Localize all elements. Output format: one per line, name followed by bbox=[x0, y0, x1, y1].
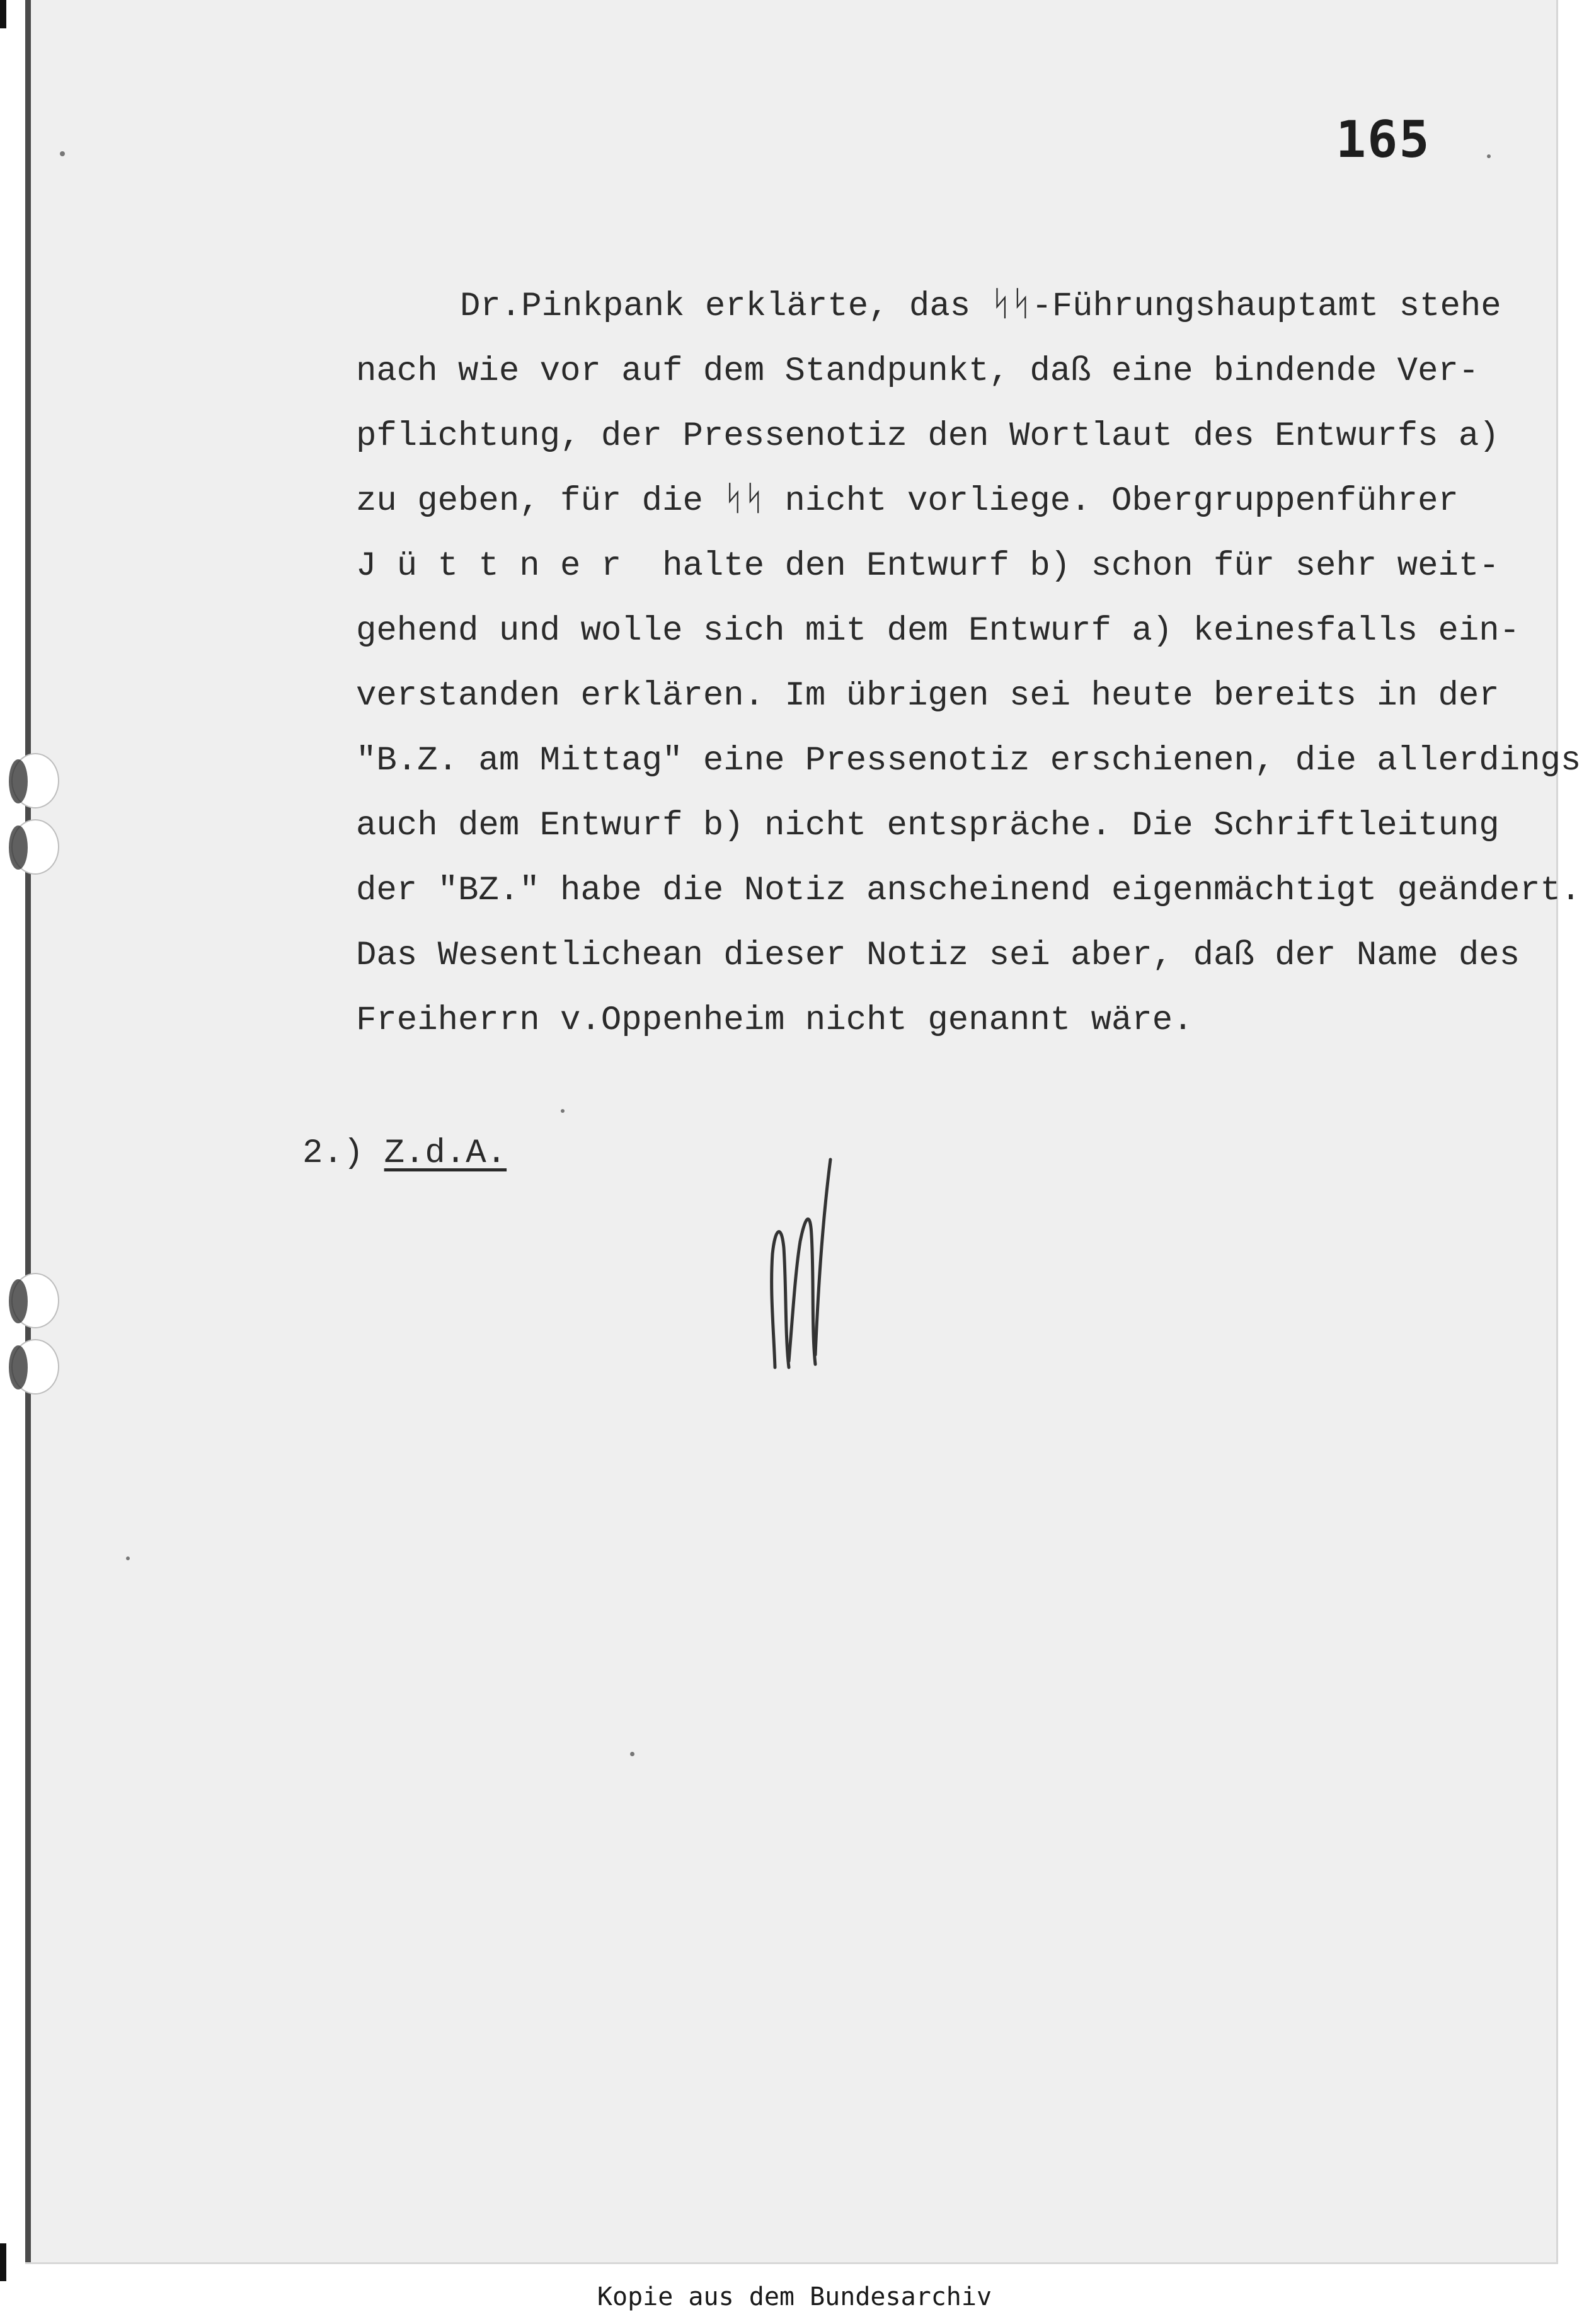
scan-speck bbox=[126, 1556, 130, 1560]
scan-edge bbox=[25, 0, 31, 2262]
punch-hole bbox=[11, 1339, 59, 1395]
punch-hole bbox=[11, 753, 59, 808]
page-number: 165 bbox=[1336, 110, 1431, 169]
paragraph-line: Freiherrn v.Oppenheim nicht genannt wäre. bbox=[356, 1001, 1193, 1040]
paragraph-line: gehend und wolle sich mit dem Entwurf a) keinesfalls ein- bbox=[356, 612, 1520, 650]
body-paragraph bbox=[356, 274, 1581, 1053]
scan-speck bbox=[1487, 154, 1491, 158]
paragraph-line: verstanden erklären. Im übrigen sei heute bereits in der bbox=[356, 677, 1500, 715]
paragraph-line: J ü t t n e r halte den Entwurf b) schon für sehr weit- bbox=[356, 547, 1500, 585]
list-item-number: 2.) bbox=[302, 1134, 364, 1173]
paragraph-line: zu geben, für die ᛋᛋ nicht vorliege. Obergruppenführer bbox=[356, 482, 1459, 521]
scan-edge-mark-top bbox=[0, 0, 6, 28]
scan-speck bbox=[60, 151, 65, 156]
punch-hole bbox=[11, 1273, 59, 1328]
list-item-two bbox=[302, 1134, 507, 1173]
paragraph-line: Das Wesentlichean dieser Notiz sei aber, daß der Name des bbox=[356, 936, 1520, 975]
archive-footer-note: Kopie aus dem Bundesarchiv bbox=[597, 2282, 992, 2311]
scan-edge-mark-bottom bbox=[0, 2243, 6, 2281]
handwritten-initial bbox=[756, 1147, 844, 1374]
list-item-action: Z.d.A. bbox=[384, 1134, 507, 1173]
paragraph-line: auch dem Entwurf b) nicht entspräche. Die Schriftleitung bbox=[356, 807, 1500, 845]
scan-speck bbox=[561, 1109, 565, 1113]
paragraph-line: "B.Z. am Mittag" eine Pressenotiz erschienen, die allerdings bbox=[356, 742, 1581, 780]
paragraph-line: der "BZ." habe die Notiz anscheinend eigenmächtigt geändert. bbox=[356, 872, 1581, 910]
paragraph-line: Dr.Pinkpank erklärte, das ᛋᛋ-Führungshauptamt stehe bbox=[460, 287, 1501, 326]
paragraph-line: nach wie vor auf dem Standpunkt, daß eine bindende Ver- bbox=[356, 352, 1479, 391]
scan-speck bbox=[630, 1752, 634, 1756]
punch-hole bbox=[11, 819, 59, 875]
paragraph-line: pflichtung, der Pressenotiz den Wortlaut des Entwurfs a) bbox=[356, 417, 1500, 456]
